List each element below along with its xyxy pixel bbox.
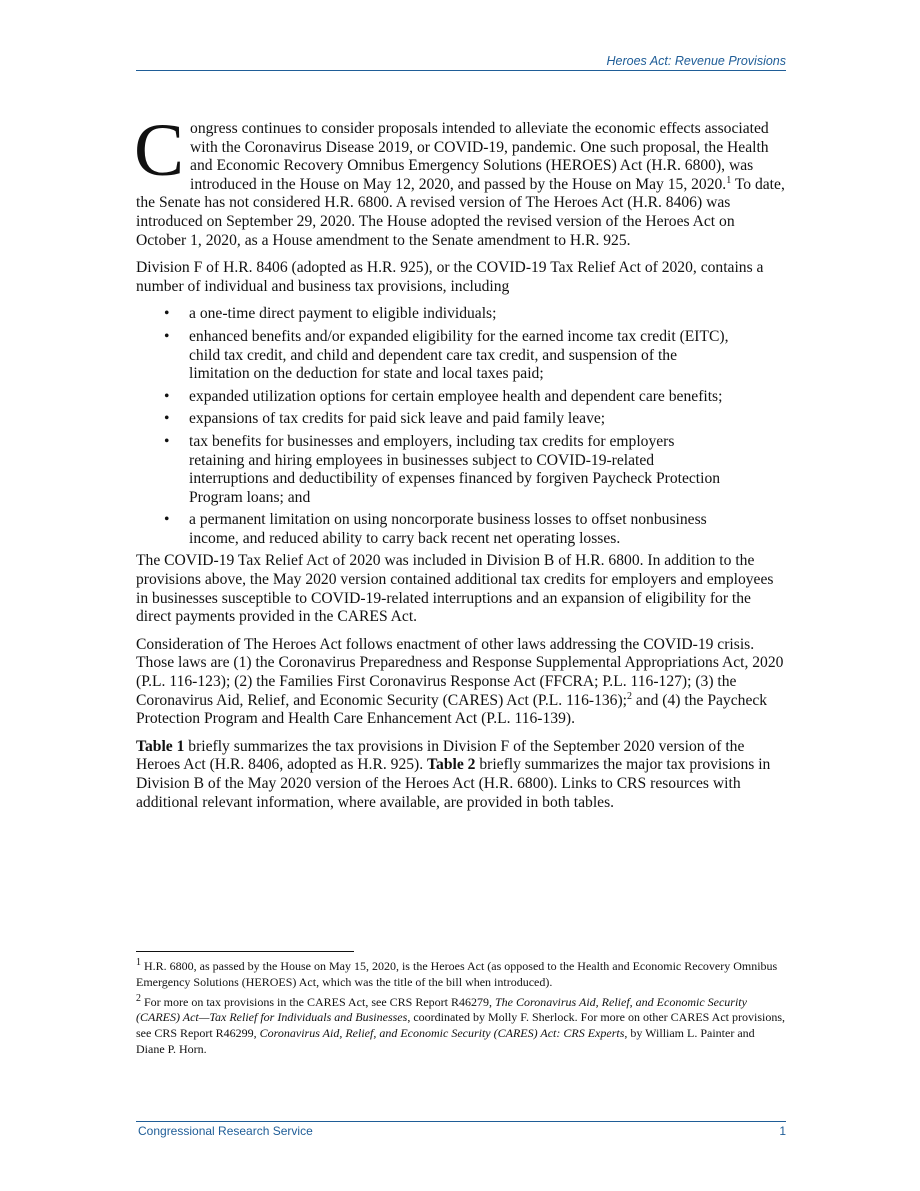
list-item: • expanded utilization options for certain employee health and dependent care benefits;	[164, 387, 723, 405]
footnote-separator	[136, 951, 354, 952]
footnote-2: $^2$ For more on tax provisions in the CARES Act, see CRS Report R46279, The Coronavirus Aid, Relief, and Economic Security (CARES) Act—Tax Relief for Individuals and Businesses, coordinated by Molly F. Sherlock. For more on other CARES Act provisions, see CRS Report R46299, Coronavirus Aid, Relief, and Economic Security (CARES) Act: CRS Experts, by William L. Painter and Diane P. Horn.	[136, 992, 785, 1056]
footnote-ref-2[interactable]: 2	[627, 690, 632, 702]
tables-summary-paragraph: Table 1 briefly summarizes the tax provisions in Division F of the September 2020 version of the Heroes Act (H.R. 8406, adopted as H.R. 925). Table 2 briefly summarizes the major tax provisions in Division B of the May 2020 version of the Heroes Act (H.R. 6800). Links to CRS resources with additional relevant information, where available, are provided in both tables.	[136, 737, 771, 811]
list-item: • a permanent limitation on using noncorporate business losses to offset nonbusiness income, and reduced ability to carry back recent net operating losses.	[164, 511, 707, 547]
footnote-1: $^1$ H.R. 6800, as passed by the House on May 15, 2020, is the Heroes Act (as opposed to the Health and Economic Recovery Omnibus Emergency Solutions (HEROES) Act, which was the title of the bill when introduced).	[136, 957, 778, 989]
consideration-paragraph: Consideration of The Heroes Act follows enactment of other laws addressing the COVID-19 crisis. Those laws are (1) the Coronavirus Preparedness and Response Supplemental Appropriations Act, 2020 (P.L. 116-123); (2) the Families First Coronavirus Response Act (FFCRA; P.L. 116-127); (3) the Coronavirus Aid, Relief, and Economic Security (CARES) Act (P.L. 116-136);$^2$ and (4) the Paycheck Protection Program and Health Care Enhancement Act (P.L. 116-139).	[136, 635, 784, 728]
division-b-paragraph: The COVID-19 Tax Relief Act of 2020 was included in Division B of H.R. 6800. In addition to the provisions above, the May 2020 version contained additional tax credits for employers and employees in businesses susceptible to COVID-19-related interruptions and an expansion of eligibility for the direct payments provided in the CARES Act.	[136, 552, 774, 626]
header-rule	[136, 70, 786, 71]
bullet: •	[164, 410, 170, 428]
list-item: • a one-time direct payment to eligible individuals;	[164, 305, 497, 323]
bullet: •	[164, 511, 170, 529]
intro-paragraph	[134, 109, 786, 250]
intro-text: ongress continues to consider proposals intended to alleviate the economic effects associated with the Coronavirus Disease 2019, or COVID-19, pandemic. One such proposal, the Health and Economic Recovery Omnibus Emergency Solutions (HEROES) Act (H.R. 6800), was introduced in the House on May 12, 2020, and passed by the House on May 15, 2020.	[190, 120, 769, 193]
page-footer	[136, 1121, 786, 1141]
table-2-link[interactable]: Table 2	[427, 756, 476, 774]
report-title-r46299[interactable]: Coronavirus Aid, Relief, and Economic Security (CARES) Act: CRS Experts	[259, 1026, 625, 1041]
footnote-number: 1	[136, 957, 141, 968]
bullet: •	[164, 432, 170, 450]
bullet: •	[164, 305, 170, 323]
table-1-link[interactable]: Table 1	[136, 737, 185, 755]
division-f-paragraph: Division F of H.R. 8406 (adopted as H.R. 925), or the COVID-19 Tax Relief Act of 2020, contains a number of individual and business tax provisions, including	[136, 259, 764, 295]
drop-cap: C	[134, 109, 185, 192]
footnote-number: 2	[136, 992, 141, 1004]
provisions-list	[136, 305, 786, 548]
report-title-r46279[interactable]: The Coronavirus Aid, Relief, and Economic Security (CARES) Act—Tax Relief for Individuals and Businesses	[136, 994, 747, 1025]
bullet: •	[164, 387, 170, 405]
running-title: Heroes Act: Revenue Provisions	[606, 54, 786, 68]
list-item: • tax benefits for businesses and employers, including tax credits for employers retaining and hiring employees in businesses subject to COVID-19-related interruptions and deductibility of expenses financed by forgiven Paycheck Protection Program loans; and	[164, 432, 721, 506]
list-item: • expansions of tax credits for paid sick leave and paid family leave;	[164, 410, 606, 428]
page-header	[136, 52, 786, 68]
footer-rule	[136, 1121, 786, 1122]
publisher-name: Congressional Research Service	[138, 1124, 313, 1138]
page-number: 1	[779, 1124, 786, 1138]
footnote-ref-1[interactable]: 1	[726, 174, 732, 186]
intro-text-continued: To date, the Senate has not considered H.R. 6800. A revised version of The Heroes Act (H.R. 8406) was introduced on September 29, 2020. The House adopted the revised version of the Heroes Act on October 1, 2020, as a House amendment to the Senate amendment to H.R. 925.	[136, 175, 785, 249]
bullet: •	[164, 327, 170, 345]
list-item: • enhanced benefits and/or expanded eligibility for the earned income tax credit (EITC), child tax credit, and child and dependent care tax credit, and suspension of the limitation on the deduction for state and local taxes paid;	[164, 327, 729, 383]
footnotes	[136, 959, 786, 1062]
document-body	[134, 109, 786, 821]
